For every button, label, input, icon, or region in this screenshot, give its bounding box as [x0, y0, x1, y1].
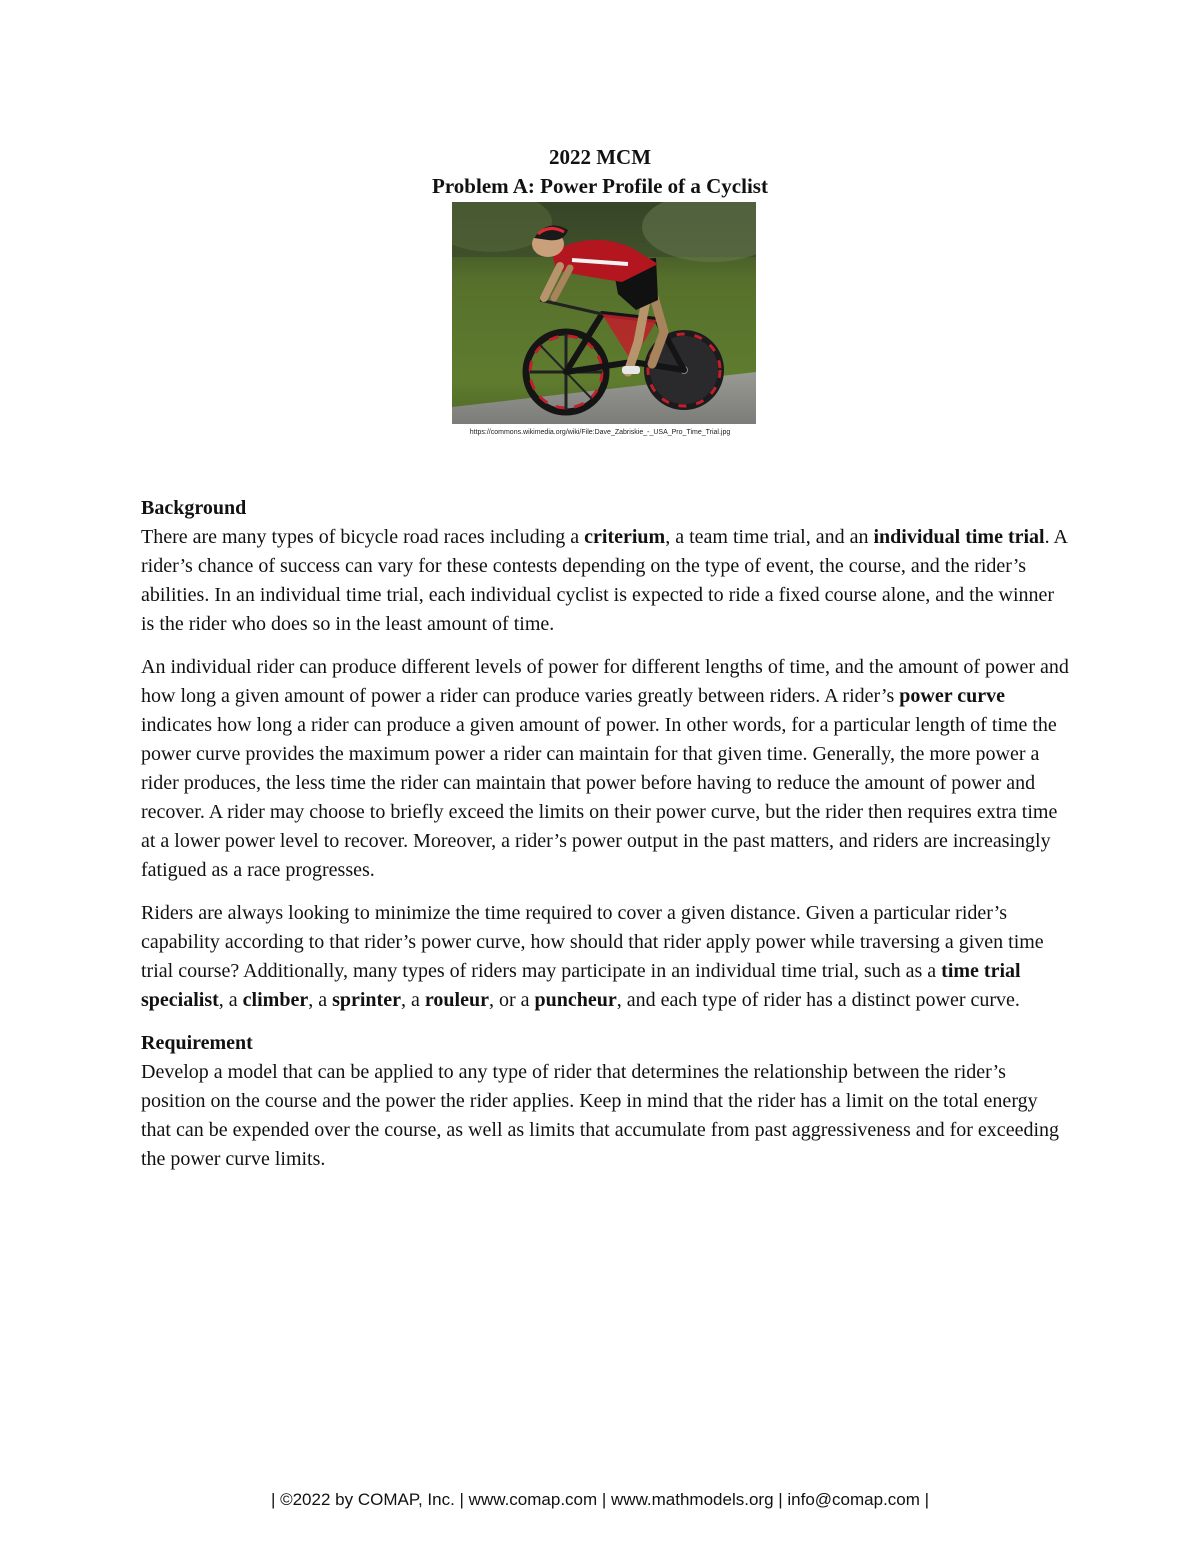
bold-term: time trial specialist — [141, 960, 1021, 1011]
background-paragraph-1 — [141, 523, 1071, 639]
body-content — [141, 494, 1071, 1188]
text-run: , or a — [488, 989, 535, 1011]
text-run: An individual rider can produce different levels of power for different lengths of time, and the amount of power and how long a given amount of power a rider can produce varies greatly between riders. A rider’s — [141, 656, 1069, 707]
bold-term: power curve — [899, 685, 1005, 707]
text-run: Develop a model that can be applied to any type of rider that determines the relationship between the rider’s position on the course and the power the rider applies. Keep in mind that the rider has a limit on the total energy that can be expended over the course, as well as limits that accumulate from past aggressiveness and for exceeding the power curve limits. — [141, 1061, 1059, 1170]
title-block — [0, 143, 1200, 201]
text-run: , and each type of rider has a distinct power curve. — [616, 989, 1020, 1011]
requirement-heading: Requirement — [141, 1032, 253, 1054]
bold-term: puncheur — [534, 989, 617, 1011]
text-run: Riders are always looking to minimize the time required to cover a given distance. Given a particular rider’s capability according to that rider’s power curve, how should that rider apply power while traversing a given time trial course? Additionally, many types of riders may participate in an individual time trial, such as a — [141, 902, 1044, 982]
bold-term: individual time trial — [873, 526, 1045, 548]
background-paragraph-3 — [141, 899, 1071, 1015]
text-run: , a — [218, 989, 243, 1011]
text-run: . A rider’s chance of success can vary for these contests depending on the type of event, the course, and the rider’s abilities. In an individual time trial, each individual cyclist is expected to ride a fixed course alone, and the winner is the rider who does so in the least amount of time. — [141, 526, 1067, 635]
text-run: indicates how long a rider can produce a given amount of power. In other words, for a particular length of time the power curve provides the maximum power a rider can maintain for that given time. Generally, the more power a rider produces, the less time the rider can maintain that power before having to reduce the amount of power and recover. A rider may choose to briefly exceed the limits on their power curve, but the rider then requires extra time at a lower power level to recover. Moreover, a rider’s power output in the past matters, and riders are increasingly fatigued as a race progresses. — [141, 714, 1058, 881]
photo-credit: https://commons.wikimedia.org/wiki/File:Dave_Zabriskie_-_USA_Pro_Time_Trial.jpg — [469, 429, 731, 436]
bold-term: sprinter — [332, 989, 401, 1011]
problem-title: Problem A: Power Profile of a Cyclist — [432, 174, 768, 198]
bold-term: rouleur — [424, 989, 489, 1011]
text-run: There are many types of bicycle road races including a — [141, 526, 585, 548]
background-heading: Background — [141, 497, 247, 519]
page-footer: | ©2022 by COMAP, Inc. | www.comap.com | www.mathmodels.org | info@comap.com | — [270, 1490, 930, 1509]
text-run: , a — [308, 989, 333, 1011]
text-run: , a team time trial, and an — [665, 526, 874, 548]
cyclist-photo — [452, 202, 756, 424]
requirement-paragraph — [141, 1058, 1071, 1174]
text-run: , a — [400, 989, 425, 1011]
bold-term: climber — [242, 989, 309, 1011]
contest-title: 2022 MCM — [548, 145, 652, 169]
background-paragraph-2 — [141, 653, 1071, 885]
bold-term: criterium — [584, 526, 666, 548]
